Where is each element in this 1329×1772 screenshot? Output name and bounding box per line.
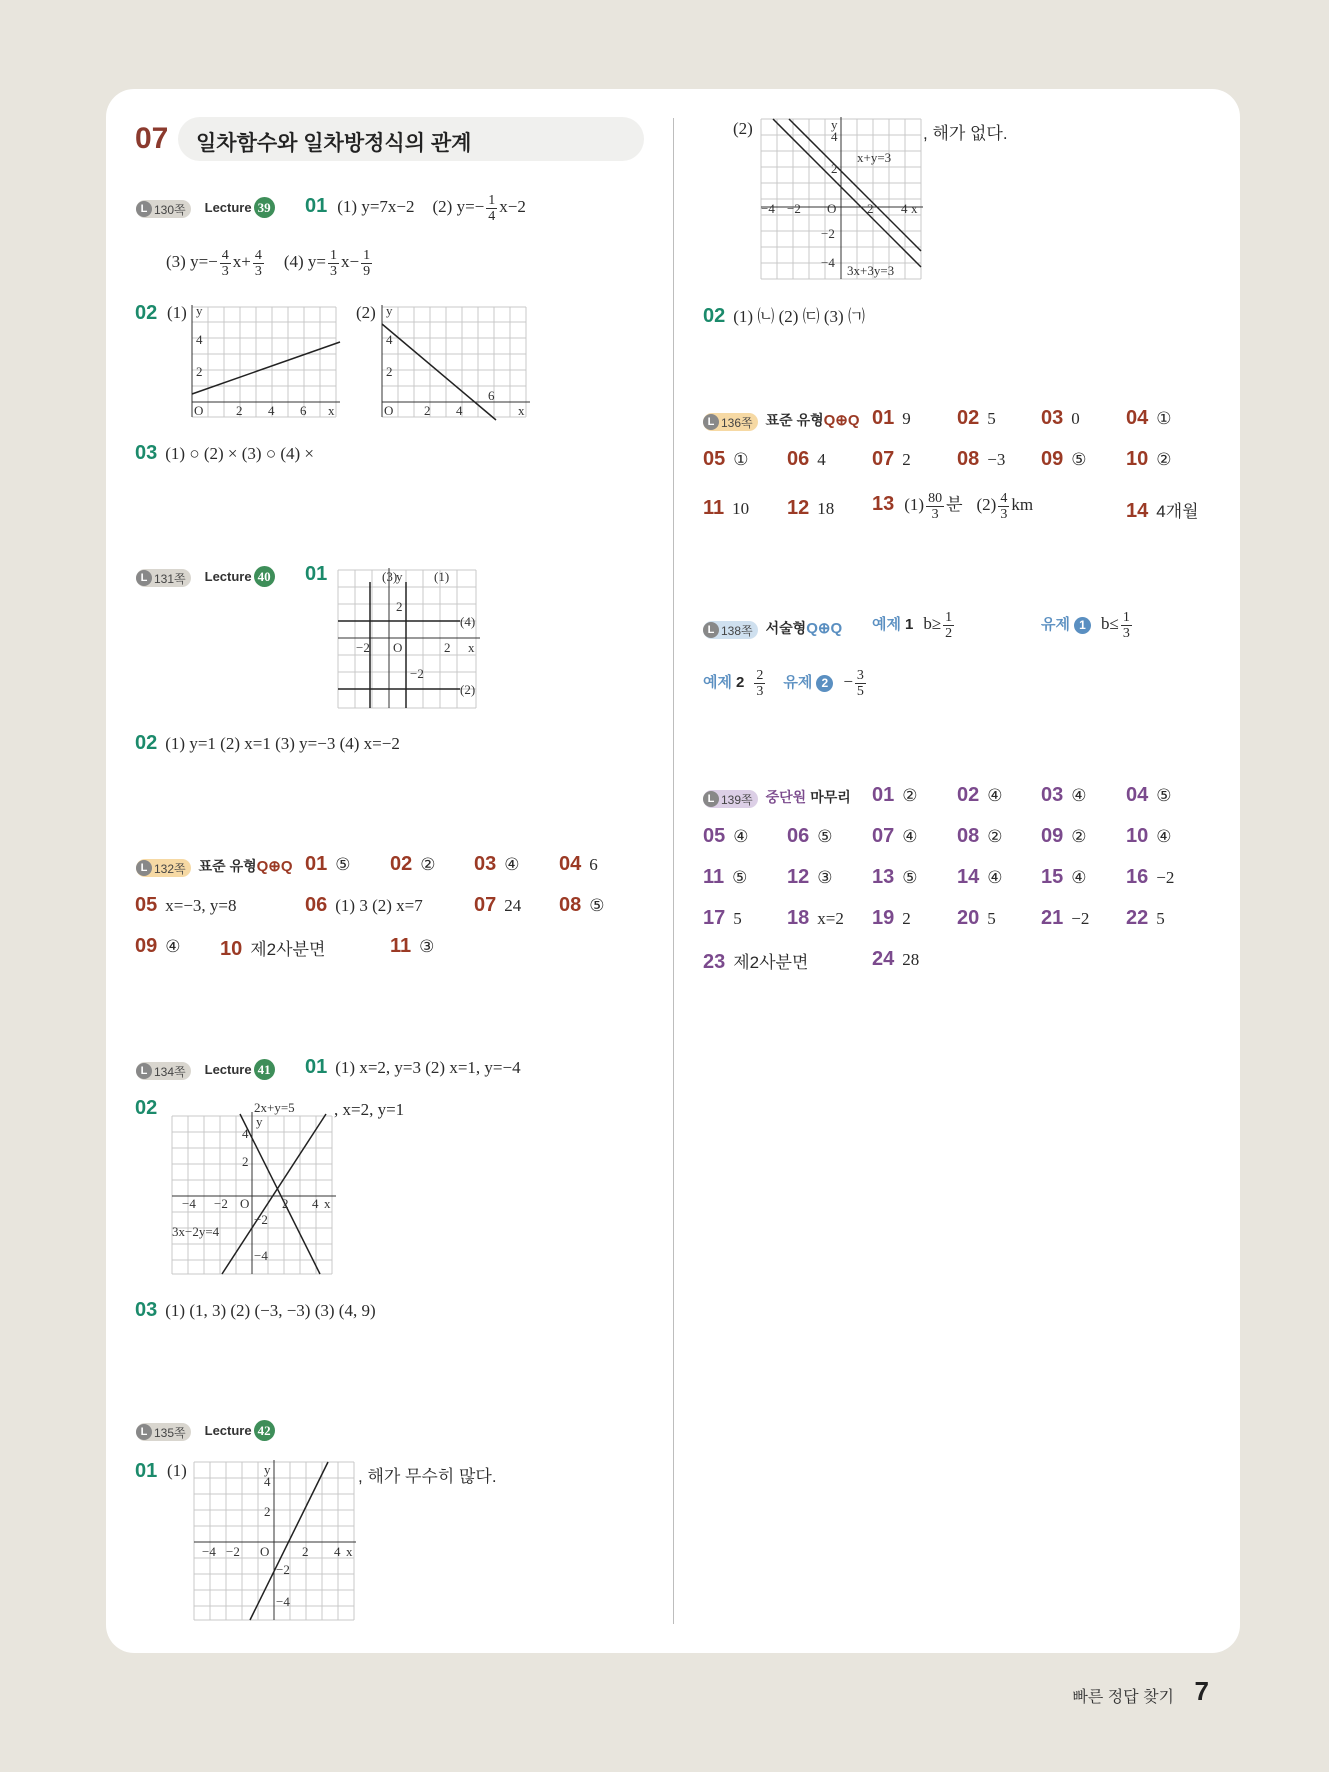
svg-text:−2: −2	[214, 1196, 228, 1211]
svg-text:O: O	[827, 201, 837, 216]
b132-item-01: 01 ⑤	[305, 853, 351, 875]
svg-text:(2): (2)	[460, 682, 476, 697]
b132-item-07: 07 24	[474, 894, 522, 916]
svg-text:−4: −4	[182, 1196, 196, 1211]
b136-item-11: 11 10	[703, 497, 750, 519]
svg-text:y: y	[196, 303, 203, 318]
page-ref-136: L 136쪽 표준 유형Q⊕Q	[703, 410, 860, 431]
q01-135-label1: (1)	[167, 1461, 187, 1480]
b139-item-13: 13 ⑤	[872, 866, 918, 888]
svg-text:4: 4	[268, 403, 275, 418]
b136-item-13: 13 (1) $\frac{80}{3}$ 분 (2) $\frac{4}{3}$ km	[872, 490, 1034, 522]
svg-text:O: O	[260, 1544, 270, 1559]
svg-text:2: 2	[302, 1544, 309, 1559]
b139-item-01: 01 ②	[872, 784, 918, 806]
b136-item-12: 12 18	[787, 497, 835, 519]
b139-item-14: 14 ④	[957, 866, 1003, 888]
svg-text:6: 6	[488, 388, 495, 403]
b139-item-24: 24 28	[872, 948, 920, 970]
b138-example-1: 예제 1 b≥ $\frac{1}{2}$	[872, 610, 953, 641]
b132-item-08: 08 ⑤	[559, 894, 605, 916]
q01-135-label2: (2)	[733, 119, 753, 138]
svg-text:−4: −4	[761, 201, 775, 216]
q01-134: 01 (1) x=2, y=3 (2) x=1, y=−4	[305, 1056, 521, 1078]
svg-text:2: 2	[831, 161, 838, 176]
svg-text:4: 4	[196, 332, 203, 347]
svg-text:4: 4	[264, 1474, 271, 1489]
b136-item-05: 05 ①	[703, 448, 749, 470]
b132-item-03: 03 ④	[474, 853, 520, 875]
svg-text:x: x	[468, 640, 475, 655]
svg-text:3x−2y=4: 3x−2y=4	[172, 1224, 220, 1239]
svg-text:O: O	[240, 1196, 250, 1211]
svg-text:4: 4	[831, 129, 838, 144]
b136-item-07: 07 2	[872, 448, 911, 470]
svg-text:6: 6	[300, 403, 307, 418]
q02-130-num: 02	[135, 302, 158, 324]
section-number: 07	[135, 122, 169, 155]
svg-text:−4: −4	[254, 1248, 268, 1263]
b139-item-21: 21 −2	[1041, 907, 1090, 929]
q01-135-num: 01	[135, 1460, 158, 1482]
q02-131: 02 (1) y=1 (2) x=1 (3) y=−3 (4) x=−2	[135, 732, 400, 754]
b139-item-16: 16 −2	[1126, 866, 1175, 888]
b136-item-03: 03 0	[1041, 407, 1080, 429]
svg-text:y: y	[264, 1462, 271, 1477]
svg-text:3x+3y=3: 3x+3y=3	[847, 263, 895, 278]
svg-text:2: 2	[386, 364, 393, 379]
graph-02-1	[188, 302, 343, 422]
b132-item-04: 04 6	[559, 853, 598, 875]
q01-135-ans: , 해가 무수히 많다.	[358, 1467, 497, 1486]
b139-item-19: 19 2	[872, 907, 911, 929]
b132-item-06: 06 (1) 3 (2) x=7	[305, 894, 423, 916]
b139-item-05: 05 ④	[703, 825, 749, 847]
svg-text:4: 4	[334, 1544, 341, 1559]
svg-text:x: x	[518, 403, 525, 418]
b139-item-03: 03 ④	[1041, 784, 1087, 806]
b136-item-06: 06 4	[787, 448, 826, 470]
svg-text:2: 2	[424, 403, 431, 418]
svg-text:x: x	[328, 403, 335, 418]
graph-02-2	[378, 302, 533, 422]
svg-text:2: 2	[242, 1154, 249, 1169]
svg-text:2: 2	[264, 1504, 271, 1519]
q01-131-num: 01	[305, 563, 328, 585]
b132-item-09: 09 ④	[135, 935, 181, 957]
b136-item-10: 10 ②	[1126, 448, 1172, 470]
q01-130: 01 (1) y=7x−2 (2) y=− $\frac{1}{4}$ x−2	[305, 193, 526, 224]
svg-text:−4: −4	[276, 1594, 290, 1609]
q03-134: 03 (1) (1, 3) (2) (−3, −3) (3) (4, 9)	[135, 1299, 376, 1321]
b136-item-09: 09 ⑤	[1041, 448, 1087, 470]
svg-text:x: x	[324, 1196, 331, 1211]
svg-text:−2: −2	[226, 1544, 240, 1559]
b139-item-20: 20 5	[957, 907, 996, 929]
svg-text:(3): (3)	[382, 569, 398, 584]
svg-text:4: 4	[456, 403, 463, 418]
svg-text:2: 2	[282, 1196, 289, 1211]
svg-text:2: 2	[236, 403, 243, 418]
page-ref-134: L 134쪽 Lecture 41	[136, 1059, 275, 1080]
svg-text:4: 4	[901, 201, 908, 216]
svg-text:4: 4	[386, 332, 393, 347]
svg-text:−4: −4	[821, 255, 835, 270]
svg-text:−4: −4	[202, 1544, 216, 1559]
svg-text:2: 2	[396, 599, 403, 614]
b139-item-18: 18 x=2	[787, 907, 844, 929]
svg-text:y: y	[396, 569, 403, 584]
svg-text:y: y	[386, 303, 393, 318]
b139-item-12: 12 ③	[787, 866, 833, 888]
b132-item-10: 10 제2사분면	[220, 938, 326, 960]
b138-exercise-1: 유제 1 b≤ $\frac{1}{3}$	[1041, 610, 1130, 641]
b139-item-22: 22 5	[1126, 907, 1165, 929]
b138-example-2: 예제 2 $\frac{2}{3}$ 유제 2 − $\frac{3}{5}$	[703, 668, 864, 699]
b139-item-17: 17 5	[703, 907, 742, 929]
b136-item-02: 02 5	[957, 407, 996, 429]
b139-item-08: 08 ②	[957, 825, 1003, 847]
svg-text:2: 2	[444, 640, 451, 655]
b136-item-04: 04 ①	[1126, 407, 1172, 429]
b136-item-01: 01 9	[872, 407, 911, 429]
b132-item-05: 05 x=−3, y=8	[135, 894, 237, 916]
b139-item-04: 04 ⑤	[1126, 784, 1172, 806]
q01-135-ans2: , 해가 없다.	[923, 124, 1008, 143]
b139-item-06: 06 ⑤	[787, 825, 833, 847]
q02-135: 02 (1) ㈁ (2) ㈂ (3) ㈀	[703, 305, 865, 327]
svg-text:O: O	[393, 640, 403, 655]
page-ref-130: L 130쪽 Lecture 39	[136, 197, 275, 218]
svg-text:−2: −2	[356, 640, 370, 655]
b136-item-14: 14 4개월	[1126, 500, 1199, 522]
b132-item-11: 11 ③	[390, 935, 435, 957]
svg-text:y: y	[831, 117, 838, 132]
svg-text:(4): (4)	[460, 614, 476, 629]
svg-text:y: y	[256, 1114, 263, 1129]
b139-item-11: 11 ⑤	[703, 866, 748, 888]
svg-text:x: x	[346, 1544, 353, 1559]
q02-130-label2: (2)	[356, 303, 376, 322]
svg-text:−2: −2	[254, 1212, 268, 1227]
section-title: 일차함수와 일차방정식의 관계	[178, 117, 644, 161]
svg-text:−2: −2	[821, 226, 835, 241]
q03-130: 03 (1) ○ (2) × (3) ○ (4) ×	[135, 442, 314, 464]
graph-135-1	[192, 1460, 356, 1622]
b139-item-23: 23 제2사분면	[703, 951, 809, 973]
svg-text:2x+y=5: 2x+y=5	[254, 1100, 295, 1115]
svg-text:2: 2	[196, 364, 203, 379]
q02-134-ans: , x=2, y=1	[334, 1100, 405, 1119]
page-ref-135: L 135쪽 Lecture 42	[136, 1420, 275, 1441]
graph-135-2	[759, 117, 923, 280]
svg-text:O: O	[194, 403, 204, 418]
b136-item-08: 08 −3	[957, 448, 1006, 470]
q02-130-label1: (1)	[167, 303, 187, 322]
page-ref-131: L 131쪽 Lecture 40	[136, 566, 275, 587]
svg-text:(1): (1)	[434, 569, 450, 584]
svg-text:−2: −2	[787, 201, 801, 216]
svg-text:x: x	[911, 201, 918, 216]
footer-label: 빠른 정답 찾기	[1072, 1689, 1174, 1706]
page-ref-138: L 138쪽 서술형Q⊕Q	[703, 618, 842, 639]
graph-134	[170, 1098, 340, 1276]
svg-text:−2: −2	[410, 666, 424, 681]
svg-text:x+y=3: x+y=3	[857, 150, 892, 165]
q02-134-num: 02	[135, 1097, 158, 1119]
svg-text:−2: −2	[276, 1562, 290, 1577]
svg-text:O: O	[384, 403, 394, 418]
b132-item-02: 02 ②	[390, 853, 436, 875]
svg-text:4: 4	[242, 1126, 249, 1141]
b139-item-02: 02 ④	[957, 784, 1003, 806]
page-ref-139: L 139쪽 중단원 마무리	[703, 787, 851, 808]
q01-130-cont: (3) y=− $\frac{4}{3}$ x+ $\frac{4}{3}$ (4) y= $\frac{1}{3}$ x− $\frac{1}{9}$	[166, 248, 371, 279]
b139-item-10: 10 ④	[1126, 825, 1172, 847]
svg-text:4: 4	[312, 1196, 319, 1211]
page-number: 7	[1194, 1676, 1209, 1706]
b139-item-07: 07 ④	[872, 825, 918, 847]
graph-131	[336, 568, 482, 710]
b139-item-15: 15 ④	[1041, 866, 1087, 888]
svg-text:2: 2	[867, 201, 874, 216]
b139-item-09: 09 ②	[1041, 825, 1087, 847]
page-ref-132: L 132쪽 표준 유형Q⊕Q	[136, 856, 293, 877]
column-divider	[673, 118, 674, 1624]
